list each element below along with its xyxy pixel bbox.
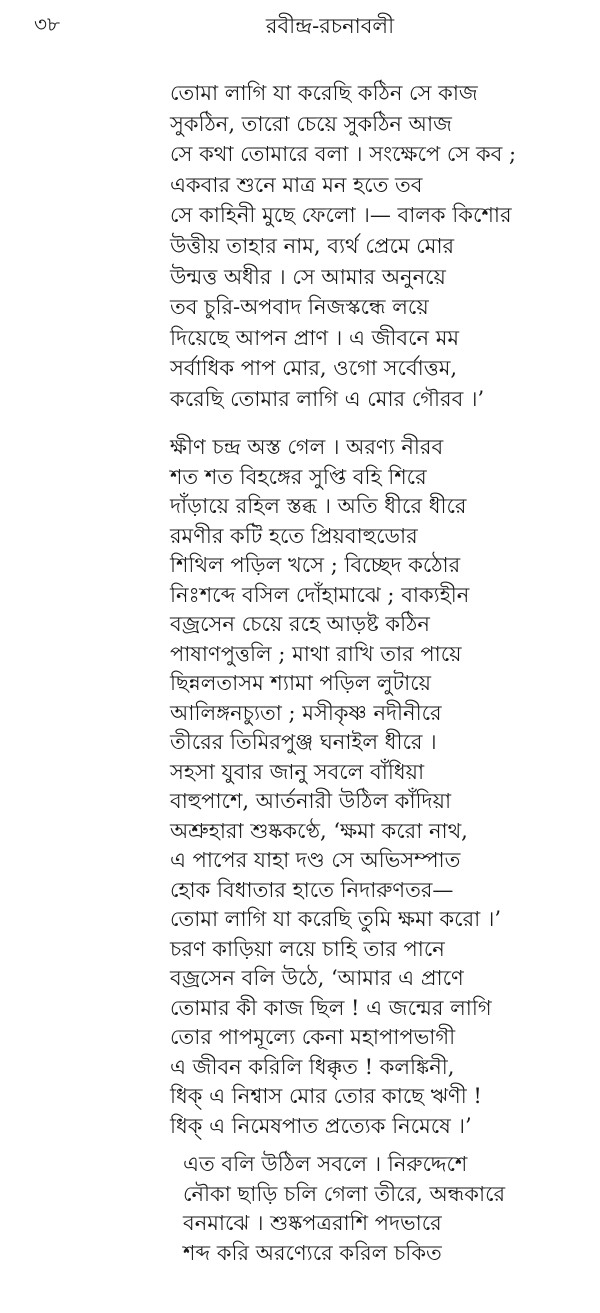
poem-line: বজ্রসেন বলি উঠে, ‘আমার এ প্রাণে [170,966,464,990]
poem-line: শত শত বিহঙ্গের সুপ্তি বহি শিরে [170,464,427,489]
poem-line: তোমা লাগি যা করেছি কঠিন সে কাজ [170,81,478,105]
poem-line: শব্দ করি অরণ্যেরে করিল চকিত [183,1240,442,1265]
poem-line: সুকঠিন, তারো চেয়ে সুকঠিন আজ [170,111,452,136]
poem-line: দাঁড়ায়ে রহিল স্তব্ধ । অতি ধীরে ধীরে [170,494,467,518]
poem-line: এত বলি উঠিল সবলে । নিরুদ্দেশে [183,1152,468,1176]
poem-line: শিথিল পড়িল খসে ; বিচ্ছেদ কঠোর [170,553,461,577]
stanza-1 [170,78,516,415]
poem-line: চরণ কাড়িয়া লয়ে চাহি তার পানে [170,936,445,961]
poem-line: সে কাহিনী মুছে ফেলো ।— বালক কিশোর [170,203,512,228]
poem-line: সর্বাধিক পাপ মোর, ওগো সর্বোত্তম, [170,356,458,381]
poem-line: বাহুপাশে, আর্তনারী উঠিল কাঁদিয়া [170,789,452,813]
poem-line: নিঃশব্দে বসিল দোঁহামাঝে ; বাক্যহীন [170,582,470,607]
poem-line: ছিন্নলতাসম শ্যামা পড়িল লুটায়ে [170,671,432,695]
poem-line: তোমার কী কাজ ছিল ! এ জন্মের লাগি [170,995,492,1020]
poem-line: বনমাঝে । শুষ্কপত্ররাশি পদভারে [183,1211,442,1235]
page-number: ৩৮ [34,12,60,36]
poem-line: হোক বিধাতার হাতে নিদারুণতর— [170,877,454,902]
poem-line: রমণীর কটি হতে প্রিয়বাহুডোর [170,523,418,548]
poem-line: বজ্রসেন চেয়ে রহে আড়ষ্ট কঠিন [170,612,430,636]
poem-line: তব চুরি-অপবাদ নিজস্কন্ধে লয়ে [170,295,429,320]
poem-line: ধিক্ এ নিশ্বাস মোর তোর কাছে ঋণী ! [170,1084,482,1108]
poem-line: সহসা যুবার জানু সবলে বাঁধিয়া [170,759,425,784]
poem-line: অশ্রুহারা শুষ্ককণ্ঠে, ‘ক্ষমা করো নাথ, [170,818,468,843]
poem-line: আলিঙ্গনচ্যুতা ; মসীকৃষ্ণ নদীনীরে [170,700,442,725]
poem-line: এ পাপের যাহা দণ্ড সে অভিসম্পাত [170,848,461,872]
poem-line: দিয়েছে আপন প্রাণ । এ জীবনে মম [170,325,460,350]
poem-line: তীরের তিমিরপুঞ্জ ঘনাইল ধীরে । [170,730,437,754]
poem-line: নৌকা ছাড়ি চলি গেলা তীরে, অন্ধকারে [183,1181,506,1206]
poem-line: পাষাণপুত্তলি ; মাথা রাখি তার পায়ে [170,641,462,666]
stanza-2 [170,433,501,1141]
poem-line: এ জীবন করিলি ধিক্কৃত ! কলঙ্কিনী, [170,1054,455,1079]
poem-line: ক্ষীণ চন্দ্র অস্ত গেল । অরণ্য নীরব [170,435,444,459]
poem-line: উত্তীয় তাহার নাম, ব্যর্থ প্রেমে মোর [170,233,455,258]
poem-line: একবার শুনে মাত্র মন হতে তব [170,172,423,197]
stanza-3 [183,1150,505,1268]
poem-line: তোমা লাগি যা করেছি তুমি ক্ষমা করো ।’ [170,907,502,931]
poem-line: করেছি তোমার লাগি এ মোর গৌরব ।’ [170,386,485,411]
poem-line: ধিক্ এ নিমেষপাত প্রত্যেক নিমেষে ।’ [170,1113,472,1138]
poem-line: তোর পাপমূল্যে কেনা মহাপাপভাগী [170,1025,456,1049]
poem-line: উন্মত্ত অধীর । সে আমার অনুনয়ে [170,264,446,289]
running-header-title: রবীন্দ্র-রচনাবলী [265,14,395,38]
poem-line: সে কথা তোমারে বলা । সংক্ষেপে সে কব ; [170,142,517,167]
